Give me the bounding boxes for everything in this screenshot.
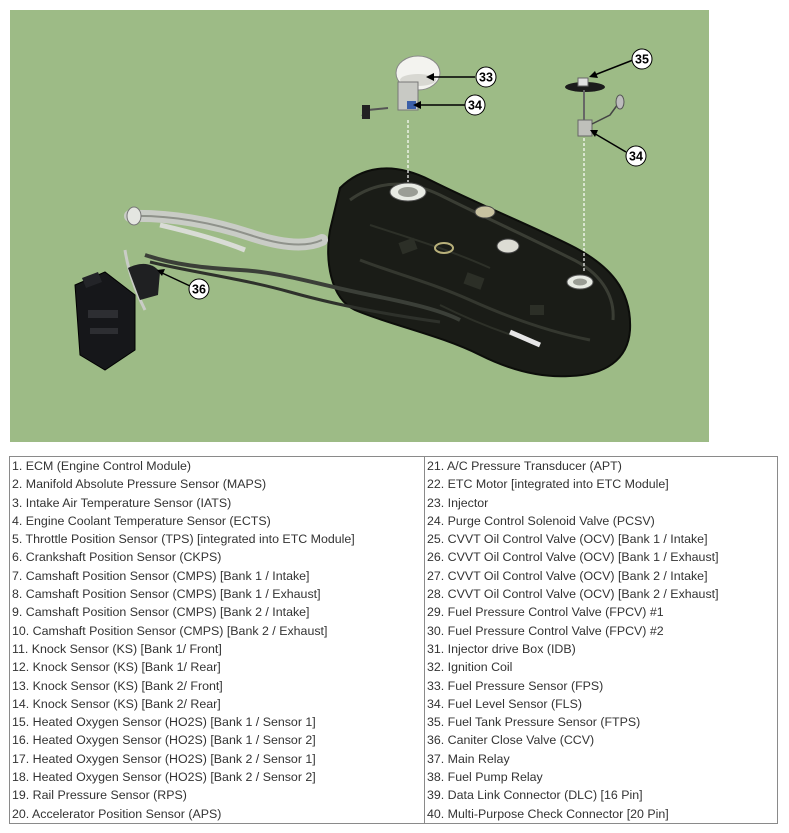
callout-label: 34 xyxy=(468,98,482,113)
legend-item: 14. Knock Sensor (KS) [Bank 2/ Rear] xyxy=(12,696,221,711)
legend-item: 28. CVVT Oil Control Valve (OCV) [Bank 2 / Exhaust] xyxy=(427,587,719,602)
legend-item: 40. Multi-Purpose Check Connector [20 Pin] xyxy=(427,806,669,821)
legend-item: 39. Data Link Connector (DLC) [16 Pin] xyxy=(427,788,643,803)
legend-item: 21. A/C Pressure Transducer (APT) xyxy=(427,459,622,473)
legend-item: 8. Camshaft Position Sensor (CMPS) [Bank 1 / Exhaust] xyxy=(12,587,321,602)
callout-label: 33 xyxy=(479,70,493,85)
callout-label: 35 xyxy=(635,52,649,67)
legend-item: 36. Caniter Close Valve (CCV) xyxy=(427,733,595,748)
legend-item: 32. Ignition Coil xyxy=(427,660,513,675)
legend-item: 17. Heated Oxygen Sensor (HO2S) [Bank 2 / Sensor 1] xyxy=(12,751,316,766)
legend-item: 10. Camshaft Position Sensor (CMPS) [Bank 2 / Exhaust] xyxy=(12,623,328,638)
legend-item: 22. ETC Motor [integrated into ETC Module] xyxy=(427,477,669,492)
legend-item: 29. Fuel Pressure Control Valve (FPCV) #1 xyxy=(427,605,664,620)
legend-item: 9. Camshaft Position Sensor (CMPS) [Bank 2 / Intake] xyxy=(12,605,310,620)
legend-item: 37. Main Relay xyxy=(427,751,510,766)
legend-left-column xyxy=(10,457,425,824)
callout-label: 36 xyxy=(192,282,206,297)
legend-item: 25. CVVT Oil Control Valve (OCV) [Bank 1 / Intake] xyxy=(427,532,708,547)
legend-item: 11. Knock Sensor (KS) [Bank 1/ Front] xyxy=(12,641,222,656)
legend-item: 15. Heated Oxygen Sensor (HO2S) [Bank 1 / Sensor 1] xyxy=(12,715,316,730)
legend-item: 4. Engine Coolant Temperature Sensor (ECTS) xyxy=(12,513,271,528)
legend-item: 38. Fuel Pump Relay xyxy=(427,770,543,785)
legend-item: 19. Rail Pressure Sensor (RPS) xyxy=(12,788,187,803)
legend-item: 34. Fuel Level Sensor (FLS) xyxy=(427,696,582,711)
callout-34-pump xyxy=(465,95,485,115)
callout-35 xyxy=(632,49,652,69)
legend-item: 6. Crankshaft Position Sensor (CKPS) xyxy=(12,550,222,565)
legend-item: 23. Injector xyxy=(427,495,489,510)
legend-item: 30. Fuel Pressure Control Valve (FPCV) #2 xyxy=(427,623,664,638)
legend-item: 31. Injector drive Box (IDB) xyxy=(427,641,576,656)
legend-item: 24. Purge Control Solenoid Valve (PCSV) xyxy=(427,513,655,528)
legend-item: 20. Accelerator Position Sensor (APS) xyxy=(12,806,222,821)
legend-item: 27. CVVT Oil Control Valve (OCV) [Bank 2 / Intake] xyxy=(427,568,708,583)
legend-item: 5. Throttle Position Sensor (TPS) [integrated into ETC Module] xyxy=(12,532,355,547)
legend-item: 12. Knock Sensor (KS) [Bank 1/ Rear] xyxy=(12,660,221,675)
legend-item: 18. Heated Oxygen Sensor (HO2S) [Bank 2 / Sensor 2] xyxy=(12,770,316,785)
legend-item: 13. Knock Sensor (KS) [Bank 2/ Front] xyxy=(12,678,223,693)
legend-row xyxy=(10,457,778,824)
legend-right-column xyxy=(425,457,778,824)
legend-item: 26. CVVT Oil Control Valve (OCV) [Bank 1 / Exhaust] xyxy=(427,550,719,565)
legend-item: 16. Heated Oxygen Sensor (HO2S) [Bank 1 / Sensor 2] xyxy=(12,733,316,748)
fuel-system-diagram xyxy=(10,10,709,442)
legend-item: 3. Intake Air Temperature Sensor (IATS) xyxy=(12,495,232,510)
callout-label: 34 xyxy=(629,149,643,164)
callout-36 xyxy=(189,279,209,299)
component-legend-table xyxy=(9,456,778,824)
legend-item: 7. Camshaft Position Sensor (CMPS) [Bank 1 / Intake] xyxy=(12,568,310,583)
legend-item: 2. Manifold Absolute Pressure Sensor (MAPS) xyxy=(12,477,267,492)
legend-item: 33. Fuel Pressure Sensor (FPS) xyxy=(427,678,604,693)
legend-item: 1. ECM (Engine Control Module) xyxy=(12,459,192,473)
callout-33 xyxy=(476,67,496,87)
callout-34-sender xyxy=(626,146,646,166)
legend-item: 35. Fuel Tank Pressure Sensor (FTPS) xyxy=(427,715,641,730)
